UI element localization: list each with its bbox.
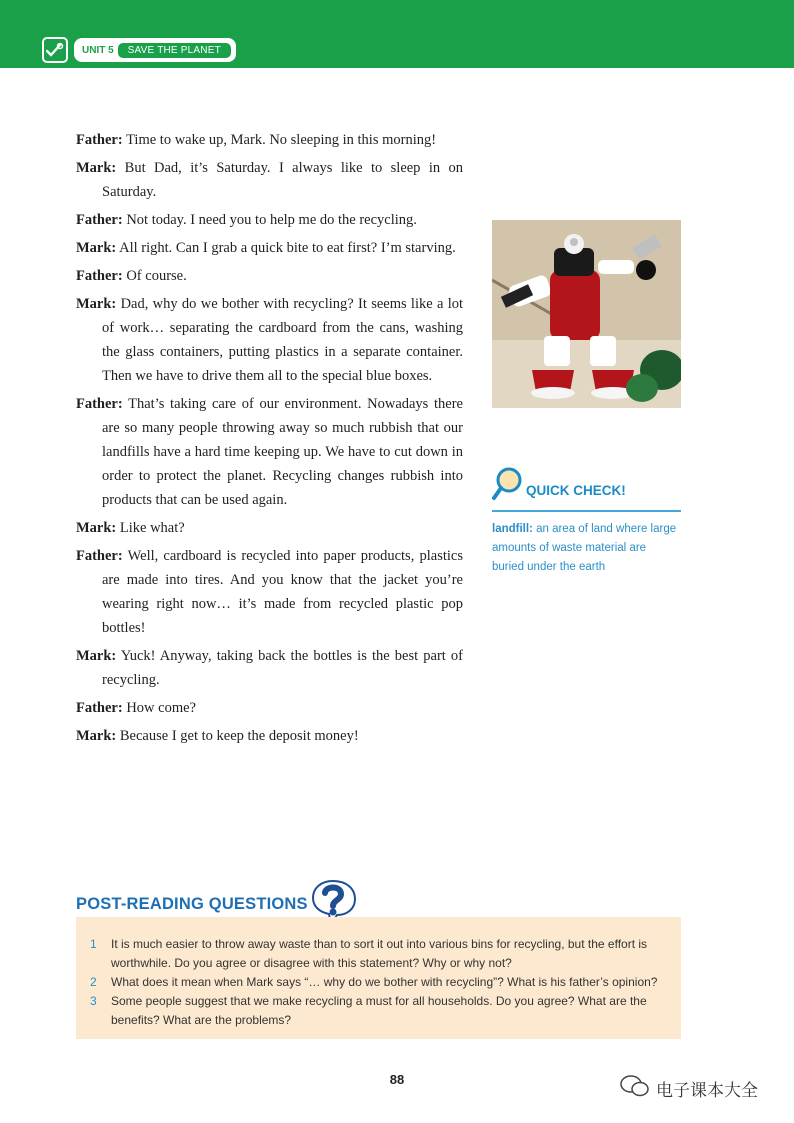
dialogue-line [76, 264, 463, 288]
quick-check-divider [492, 510, 681, 512]
dialogue-line [76, 644, 463, 692]
dialogue-line [76, 724, 463, 748]
page-number: 88 [389, 1072, 405, 1087]
unit-header-bar [0, 0, 794, 68]
question-number: 1 [90, 937, 97, 951]
speaker: Father: [76, 132, 123, 148]
speaker: Mark: [76, 728, 117, 744]
line-text: Yuck! Anyway, taking back the bottles is the best part of recycling. [102, 648, 463, 688]
speaker: Mark: [76, 296, 117, 312]
dialogue-line [76, 544, 463, 640]
line-text: But Dad, it’s Saturday. I always like to sleep in on Saturday. [102, 160, 464, 200]
speaker: Father: [76, 396, 123, 412]
recycled-robot-photo [492, 220, 681, 408]
question-number: 3 [90, 994, 97, 1008]
question-text: What does it mean when Mark says “… why do we bother with recycling”? What is his father’s opinion? [111, 975, 658, 989]
line-text: How come? [126, 700, 196, 716]
unit-topic: SAVE THE PLANET [118, 43, 231, 58]
unit-badge [42, 37, 236, 63]
chat-bubbles-icon [620, 1074, 650, 1103]
line-text: That’s taking care of our environment. Nowadays there are so many people throwing away so much rubbish that our landfills have a hard time keeping up. We have to cut down in order to protect the planet. Recycling changes rubbish into products that can be used again. [102, 396, 463, 508]
speaker: Father: [76, 212, 123, 228]
dialogue-line [76, 292, 463, 388]
line-text: Of course. [126, 268, 187, 284]
post-reading-questions-box [76, 917, 681, 1039]
quick-check-title: QUICK CHECK! [526, 482, 626, 498]
unit-label: UNIT 5 [82, 44, 114, 56]
watermark-text: 电子课本大全 [656, 1081, 758, 1101]
dialogue-line [76, 236, 463, 260]
post-reading-title: POST-READING QUESTIONS [76, 895, 308, 913]
speaker: Father: [76, 700, 123, 716]
speaker: Father: [76, 548, 123, 564]
speaker: Mark: [76, 648, 117, 664]
line-text: Dad, why do we bother with recycling? It seems like a lot of work… separating the cardboard from the cans, washing the glass containers, putting plastics in a separate container. Then we have to drive them all to the special blue boxes. [102, 296, 464, 384]
dialogue-line [76, 128, 463, 152]
dialogue-line [76, 392, 463, 512]
speaker: Father: [76, 268, 123, 284]
question-item [90, 935, 665, 973]
vocab-term: landfill: [492, 523, 533, 535]
dialogue-line [76, 156, 463, 204]
line-text: Because I get to keep the deposit money! [119, 728, 359, 744]
speaker: Mark: [76, 160, 117, 176]
speaker: Mark: [76, 520, 117, 536]
unit-pill [74, 38, 236, 62]
question-text: Some people suggest that we make recycling a must for all households. Do you agree? What are the benefits? What are the problems? [111, 994, 647, 1027]
vocab-definition: an area of land where large amounts of waste material are buried under the earth [492, 523, 677, 573]
quick-check-box [492, 468, 681, 577]
dialogue-text [76, 128, 463, 752]
dialogue-line [76, 696, 463, 720]
line-text: Time to wake up, Mark. No sleeping in this morning! [126, 132, 437, 148]
question-text: It is much easier to throw away waste than to sort it out into various bins for recycling, but the effort is worthwhile. Do you agree or disagree with this statement? Why or why not? [111, 937, 648, 970]
dialogue-line [76, 516, 463, 540]
line-text: All right. Can I grab a quick bite to eat first? I’m starving. [119, 240, 456, 256]
speaker: Mark: [76, 240, 117, 256]
source-watermark [620, 1074, 758, 1103]
magnifier-icon [492, 467, 522, 506]
line-text: Not today. I need you to help me do the recycling. [126, 212, 417, 228]
quick-check-definition [492, 520, 681, 577]
line-text: Like what? [119, 520, 185, 536]
line-text: Well, cardboard is recycled into paper products, plastics are made into tires. And you know that the jacket you’re wearing right now… it’s made from recycled plastic pop bottles! [102, 548, 463, 636]
dialogue-line [76, 208, 463, 232]
question-item [90, 992, 665, 1030]
question-number: 2 [90, 975, 97, 989]
key-check-icon [42, 37, 68, 63]
question-item [90, 973, 665, 992]
quick-check-header [492, 468, 681, 504]
